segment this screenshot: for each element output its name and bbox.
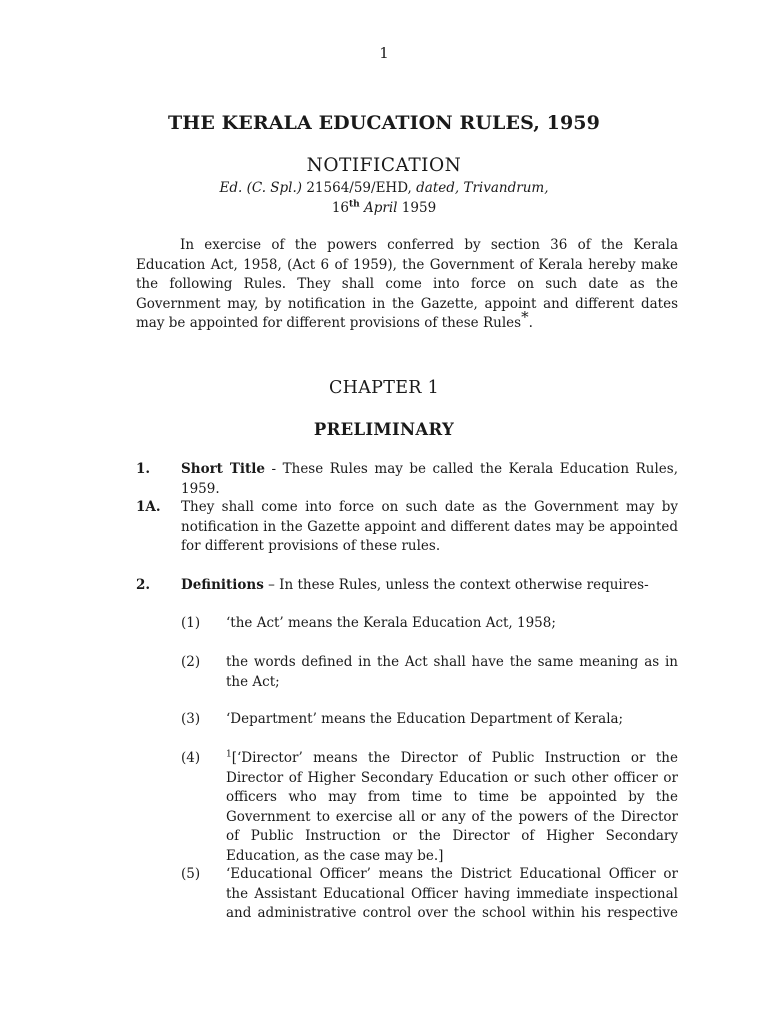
- clause-text: [‘Director’ means the Director of Public Instruction or the Director of Higher Secondary Education or such other officer or officers who may from time to time be appointed by the Government to exercise all or any of the powers of the Director of Public Instruction or the Director of Higher Secondary Education, as the case may be.]: [226, 750, 678, 864]
- date-year: 1959: [401, 200, 437, 216]
- document-title: THE KERALA EDUCATION RULES, 1959: [168, 112, 600, 134]
- rule-1: [136, 460, 678, 499]
- rule-number: 2.: [136, 577, 151, 593]
- clause-text: the words defined in the Act shall have the same meaning as in the Act;: [226, 654, 678, 690]
- clause-text: ‘Department’ means the Education Department of Kerala;: [226, 711, 624, 727]
- rule-label: Definitions: [181, 577, 264, 593]
- clause-number: (5): [181, 866, 201, 882]
- definition-2: [181, 653, 678, 692]
- clause-number: (4): [181, 750, 201, 766]
- rule-number: 1A.: [136, 499, 161, 515]
- clause-number: (3): [181, 711, 201, 727]
- notification-reference: [0, 180, 768, 196]
- reference-number: 21564/59/EHD,: [306, 180, 412, 196]
- preamble-text: In exercise of the powers conferred by section 36 of the Kerala Education Act, 1958, (Act 6 of 1959), the Government of Kerala hereby make the following Rules. They shall come into force on such date as the Government may, by notification in the Gazette, appoint and different dates may be appointed for different provisions of these Rules: [136, 237, 678, 331]
- definition-4: [181, 749, 678, 866]
- clause-text: ‘Educational Officer’ means the District Educational Officer or the Assistant Educational Officer having immediate inspectional and administrative control over the school within his respective: [226, 866, 678, 921]
- rule-1a: [136, 498, 678, 557]
- date-day: 16: [331, 200, 350, 216]
- definition-3: [181, 710, 678, 730]
- rule-text: They shall come into force on such date as the Government may by notification in the Gazette appoint and different dates may be appointed for different provisions of these rules.: [181, 499, 678, 554]
- chapter-heading: CHAPTER 1: [328, 378, 440, 398]
- preamble-end: .: [528, 315, 533, 331]
- reference-dated: dated, Trivandrum,: [416, 180, 549, 196]
- rule-text: – In these Rules, unless the context otherwise requires-: [263, 577, 649, 593]
- preamble-paragraph: [136, 236, 678, 334]
- notification-date: [0, 200, 768, 216]
- section-heading: PRELIMINARY: [313, 420, 455, 439]
- clause-text: ‘the Act’ means the Kerala Education Act, 1958;: [226, 615, 556, 631]
- page-number: 1: [379, 44, 389, 62]
- definition-1: [181, 614, 678, 634]
- date-suffix: th: [349, 199, 360, 210]
- date-month: April: [364, 200, 398, 216]
- definition-5: [181, 865, 678, 924]
- clause-number: (1): [181, 615, 201, 631]
- rule-2: [136, 576, 678, 596]
- footnote-mark: *: [521, 308, 529, 326]
- rule-number: 1.: [136, 461, 151, 477]
- rule-label: Short Title: [181, 461, 265, 477]
- notification-heading: NOTIFICATION: [306, 155, 462, 176]
- amendment-marker: 1: [226, 749, 232, 760]
- rule-text: - These Rules may be called the Kerala Education Rules, 1959.: [181, 461, 678, 497]
- clause-number: (2): [181, 654, 201, 670]
- reference-prefix: Ed. (C. Spl.): [219, 180, 303, 196]
